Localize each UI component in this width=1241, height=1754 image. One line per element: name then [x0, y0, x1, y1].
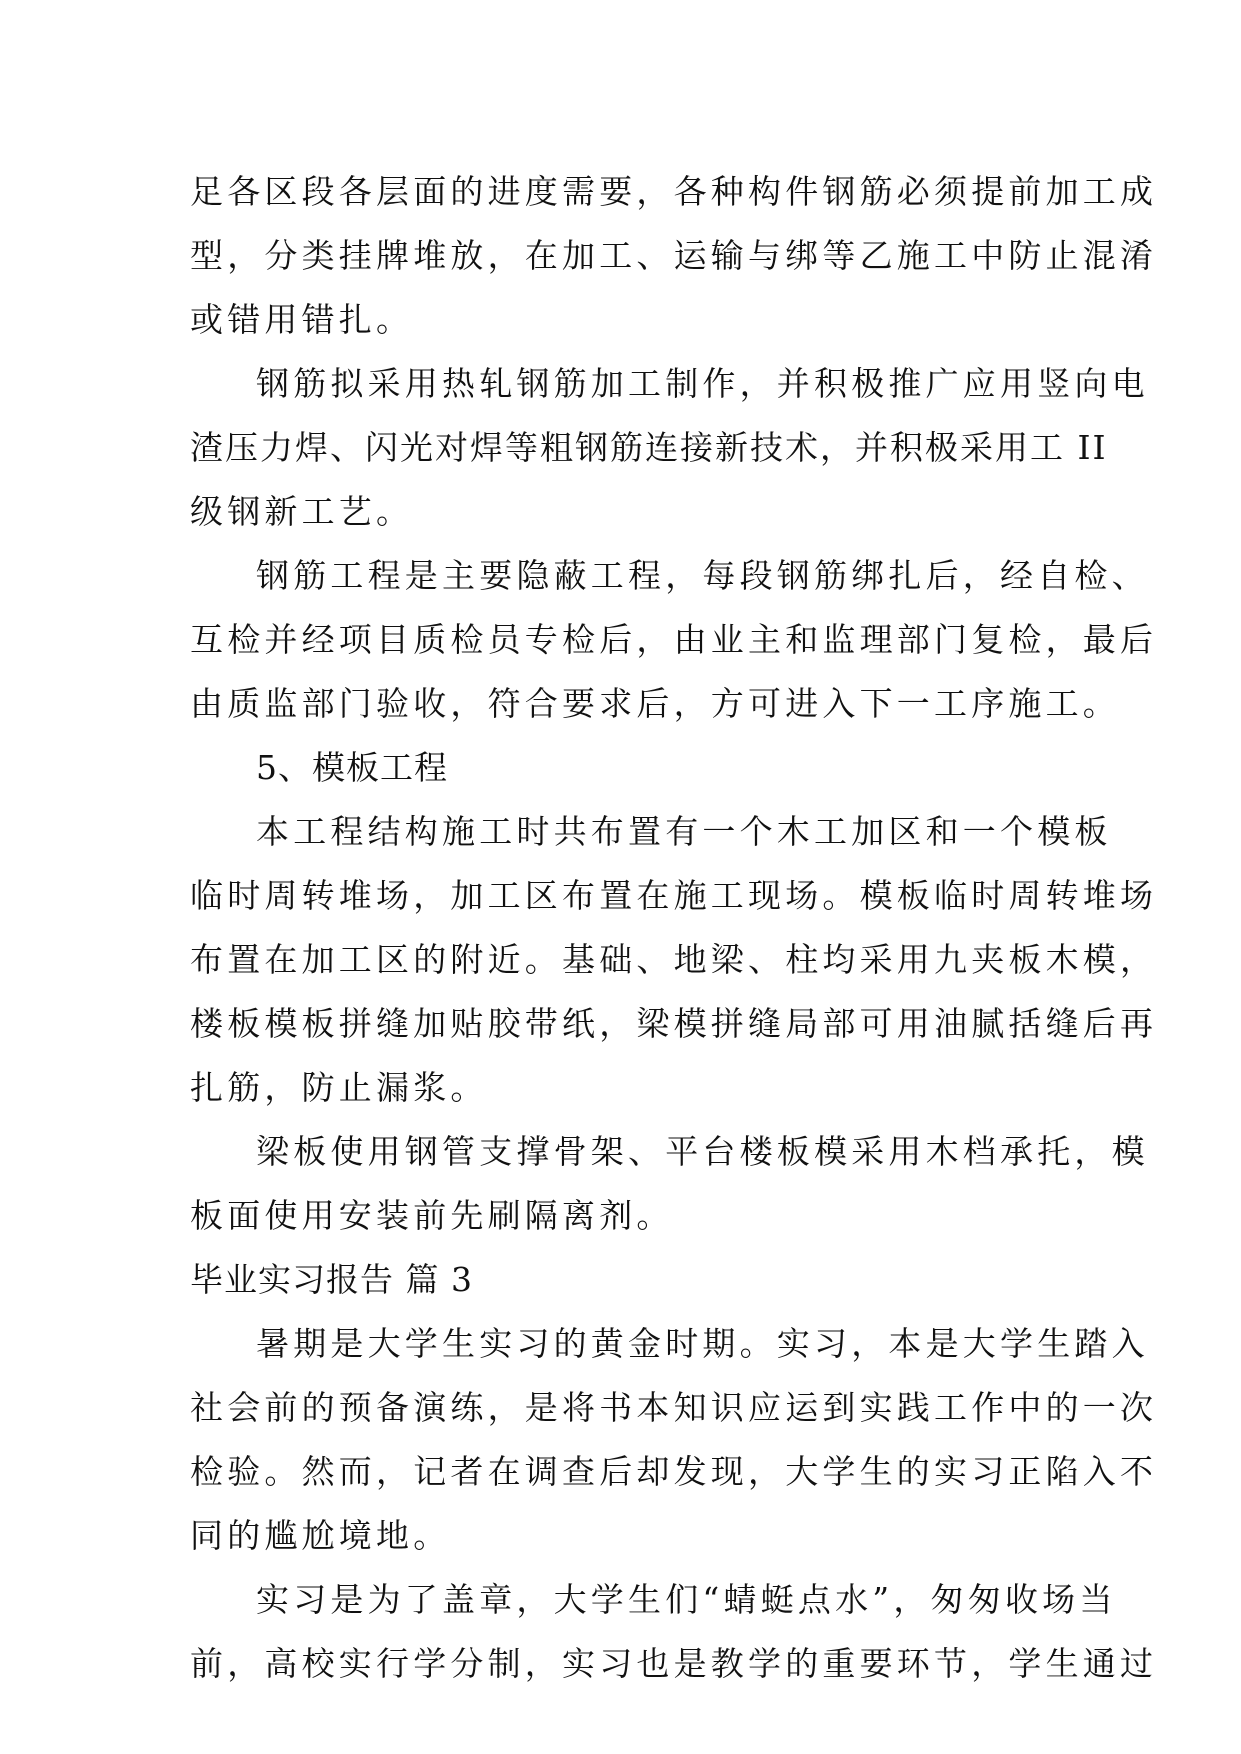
text-line: 钢筋拟采用热轧钢筋加工制作，并积极推广应用竖向电	[256, 364, 1149, 403]
paragraph-formwork-layout	[190, 800, 1158, 1120]
section-heading: 5、模板工程	[256, 748, 448, 787]
text-line: 渣压力焊、闪光对焊等粗钢筋连接新技术，并积极采用工 II	[190, 428, 1108, 467]
document-page	[190, 160, 1158, 1696]
paragraph-internship-stamp	[190, 1568, 1158, 1696]
text-line: 级钢新工艺。	[190, 492, 414, 531]
text-line: 前，高校实行学分制，实习也是教学的重要环节，学生通过	[190, 1644, 1158, 1683]
text-line: 同的尴尬境地。	[190, 1516, 451, 1555]
text-line: 布置在加工区的附近。基础、地梁、柱均采用九夹板木模，	[190, 940, 1158, 979]
text-line: 临时周转堆场，加工区布置在施工现场。模板临时周转堆场	[190, 876, 1158, 915]
text-line: 扎筋，防止漏浆。	[190, 1068, 488, 1107]
paragraph-rebar-processing	[190, 160, 1158, 352]
text-line: 由质监部门验收，符合要求后，方可进入下一工序施工。	[190, 684, 1120, 723]
paragraph-summer-internship	[190, 1312, 1158, 1568]
text-line: 足各区段各层面的进度需要，各种构件钢筋必须提前加工成	[190, 172, 1158, 211]
text-line: 实习是为了盖章，大学生们“蜻蜓点水”，匆匆收场当	[256, 1580, 1117, 1619]
section-heading-formwork	[190, 736, 1050, 800]
text-line: 或错用错扎。	[190, 300, 414, 339]
paragraph-rebar-inspection	[190, 544, 1158, 736]
text-line: 梁板使用钢管支撑骨架、平台楼板模采用木档承托，模	[256, 1132, 1149, 1171]
text-line: 互检并经项目质检员专检后，由业主和监理部门复检，最后	[190, 620, 1158, 659]
report-heading	[190, 1248, 1050, 1312]
paragraph-formwork-support	[190, 1120, 1149, 1248]
text-line: 型，分类挂牌堆放，在加工、运输与绑等乙施工中防止混淆	[190, 236, 1158, 275]
text-line: 楼板模板拼缝加贴胶带纸，梁模拼缝局部可用油腻括缝后再	[190, 1004, 1158, 1043]
paragraph-rebar-method	[190, 352, 1149, 544]
text-line: 板面使用安装前先刷隔离剂。	[190, 1196, 674, 1235]
text-line: 钢筋工程是主要隐蔽工程，每段钢筋绑扎后，经自检、	[256, 556, 1149, 595]
text-line: 本工程结构施工时共布置有一个木工加区和一个模板	[256, 812, 1112, 851]
text-line: 暑期是大学生实习的黄金时期。实习，本是大学生踏入	[256, 1324, 1149, 1363]
report-title: 毕业实习报告 篇 3	[190, 1260, 473, 1299]
text-line: 社会前的预备演练，是将书本知识应运到实践工作中的一次	[190, 1388, 1158, 1427]
text-line: 检验。然而，记者在调查后却发现，大学生的实习正陷入不	[190, 1452, 1158, 1491]
